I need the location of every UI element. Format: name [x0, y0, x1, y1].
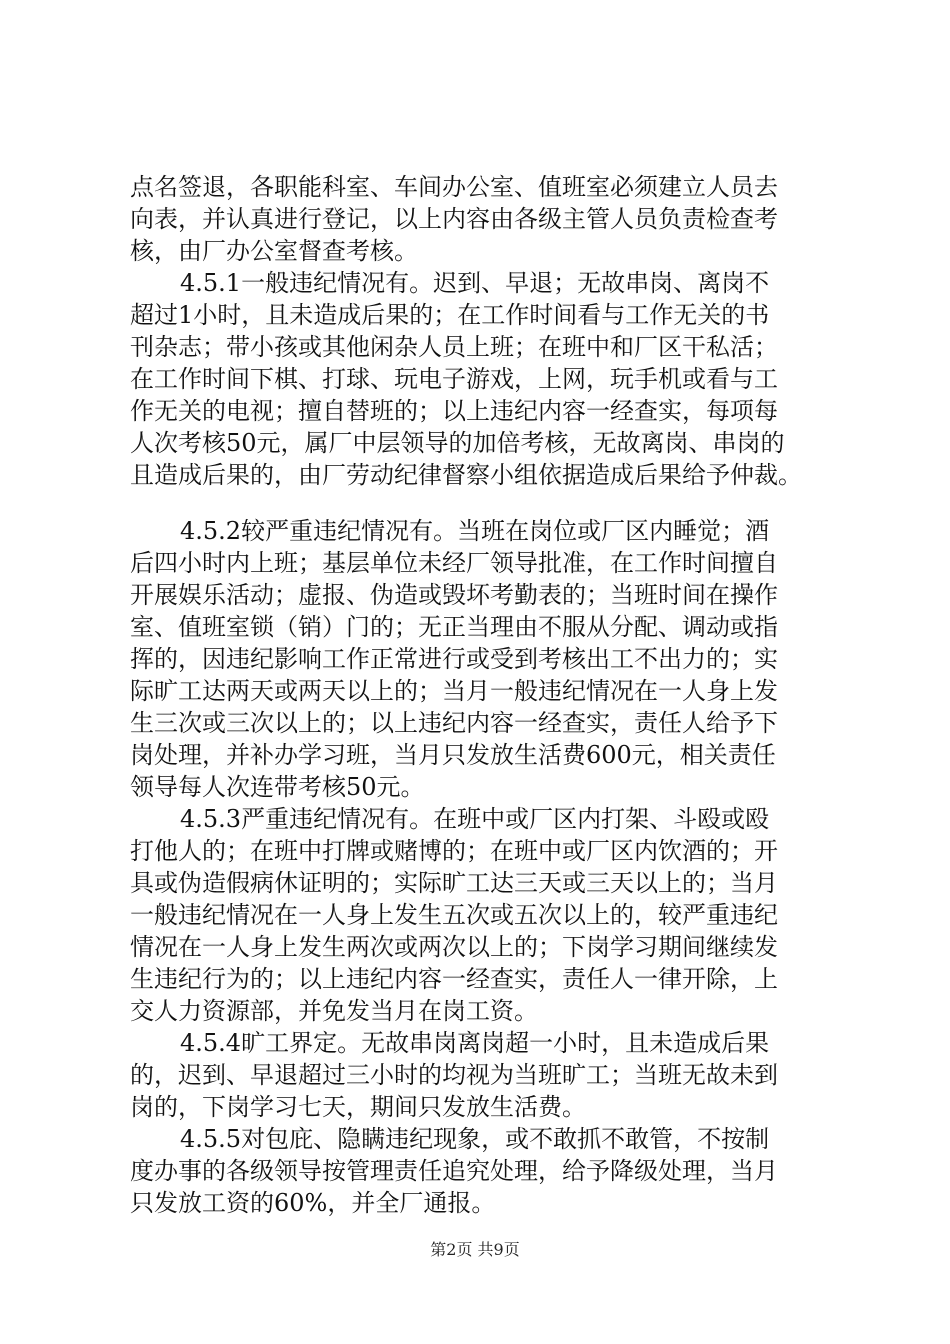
paragraph-4-5-1: [130, 267, 840, 491]
text-line: 开展娱乐活动；虚报、伪造或毁坏考勤表的；当班时间在操作: [130, 581, 778, 609]
text-line: 后四小时内上班；基层单位未经厂领导批准，在工作时间擅自: [130, 549, 778, 577]
text-line: 交人力资源部，并免发当月在岗工资。: [130, 997, 538, 1025]
paragraph-4-5-3: [130, 803, 840, 1027]
text-line: 只发放工资的60%，并全厂通报。: [130, 1189, 496, 1217]
text-line: 4.5.4旷工界定。无故串岗离岗超一小时，且未造成后果: [180, 1029, 770, 1057]
page-number-footer: 第2页 共9页: [430, 1240, 520, 1259]
text-line: 一般违纪情况在一人身上发生五次或五次以上的，较严重违纪: [130, 901, 778, 929]
text-line: 度办事的各级领导按管理责任追究处理，给予降级处理，当月: [130, 1157, 778, 1185]
text-line: 际旷工达两天或两天以上的；当月一般违纪情况在一人身上发: [130, 677, 778, 705]
text-line: 超过1小时，且未造成后果的；在工作时间看与工作无关的书: [130, 301, 770, 329]
text-line: 领导每人次连带考核50元。: [130, 773, 425, 801]
text-line: 4.5.5对包庇、隐瞒违纪现象，或不敢抓不敢管，不按制: [180, 1125, 770, 1153]
text-line: 作无关的电视；擅自替班的；以上违纪内容一经查实，每项每: [130, 397, 778, 425]
text-line: 4.5.2较严重违纪情况有。当班在岗位或厂区内睡觉；酒: [180, 517, 770, 545]
text-line: 向表，并认真进行登记，以上内容由各级主管人员负责检查考: [130, 205, 778, 233]
text-line: 挥的，因违纪影响工作正常进行或受到考核出工不出力的；实: [130, 645, 778, 673]
text-line: 情况在一人身上发生两次或两次以上的；下岗学习期间继续发: [130, 933, 778, 961]
text-line: 且造成后果的，由厂劳动纪律督察小组依据造成后果给予仲裁。: [130, 461, 802, 489]
text-line: 生违纪行为的；以上违纪内容一经查实，责任人一律开除，上: [130, 965, 778, 993]
text-line: 生三次或三次以上的；以上违纪内容一经查实，责任人给予下: [130, 709, 778, 737]
paragraph-spacer: [130, 491, 840, 515]
text-line: 的，迟到、早退超过三小时的均视为当班旷工；当班无故未到: [130, 1061, 778, 1089]
paragraph-4-5-4: [130, 1027, 840, 1123]
text-line: 4.5.1一般违纪情况有。迟到、早退；无故串岗、离岗不: [180, 269, 770, 297]
text-line: 打他人的；在班中打牌或赌博的；在班中或厂区内饮酒的；开: [130, 837, 778, 865]
document-body: [130, 171, 840, 1219]
paragraph-4-5-2: [130, 515, 840, 803]
text-line: 岗的，下岗学习七天，期间只发放生活费。: [130, 1093, 586, 1121]
text-line: 具或伪造假病休证明的；实际旷工达三天或三天以上的；当月: [130, 869, 778, 897]
text-line: 刊杂志；带小孩或其他闲杂人员上班；在班中和厂区干私活；: [130, 333, 778, 361]
text-line: 室、值班室锁（销）门的；无正当理由不服从分配、调动或指: [130, 613, 778, 641]
text-line: 岗处理，并补办学习班，当月只发放生活费600元，相关责任: [130, 741, 776, 769]
text-line: 核，由厂办公室督查考核。: [130, 237, 418, 265]
paragraph-1: [130, 171, 840, 267]
text-line: 在工作时间下棋、打球、玩电子游戏，上网，玩手机或看与工: [130, 365, 778, 393]
text-line: 4.5.3严重违纪情况有。在班中或厂区内打架、斗殴或殴: [180, 805, 770, 833]
text-line: 点名签退，各职能科室、车间办公室、值班室必须建立人员去: [130, 173, 778, 201]
paragraph-4-5-5: [130, 1123, 840, 1219]
text-line: 人次考核50元，属厂中层领导的加倍考核，无故离岗、串岗的: [130, 429, 785, 457]
